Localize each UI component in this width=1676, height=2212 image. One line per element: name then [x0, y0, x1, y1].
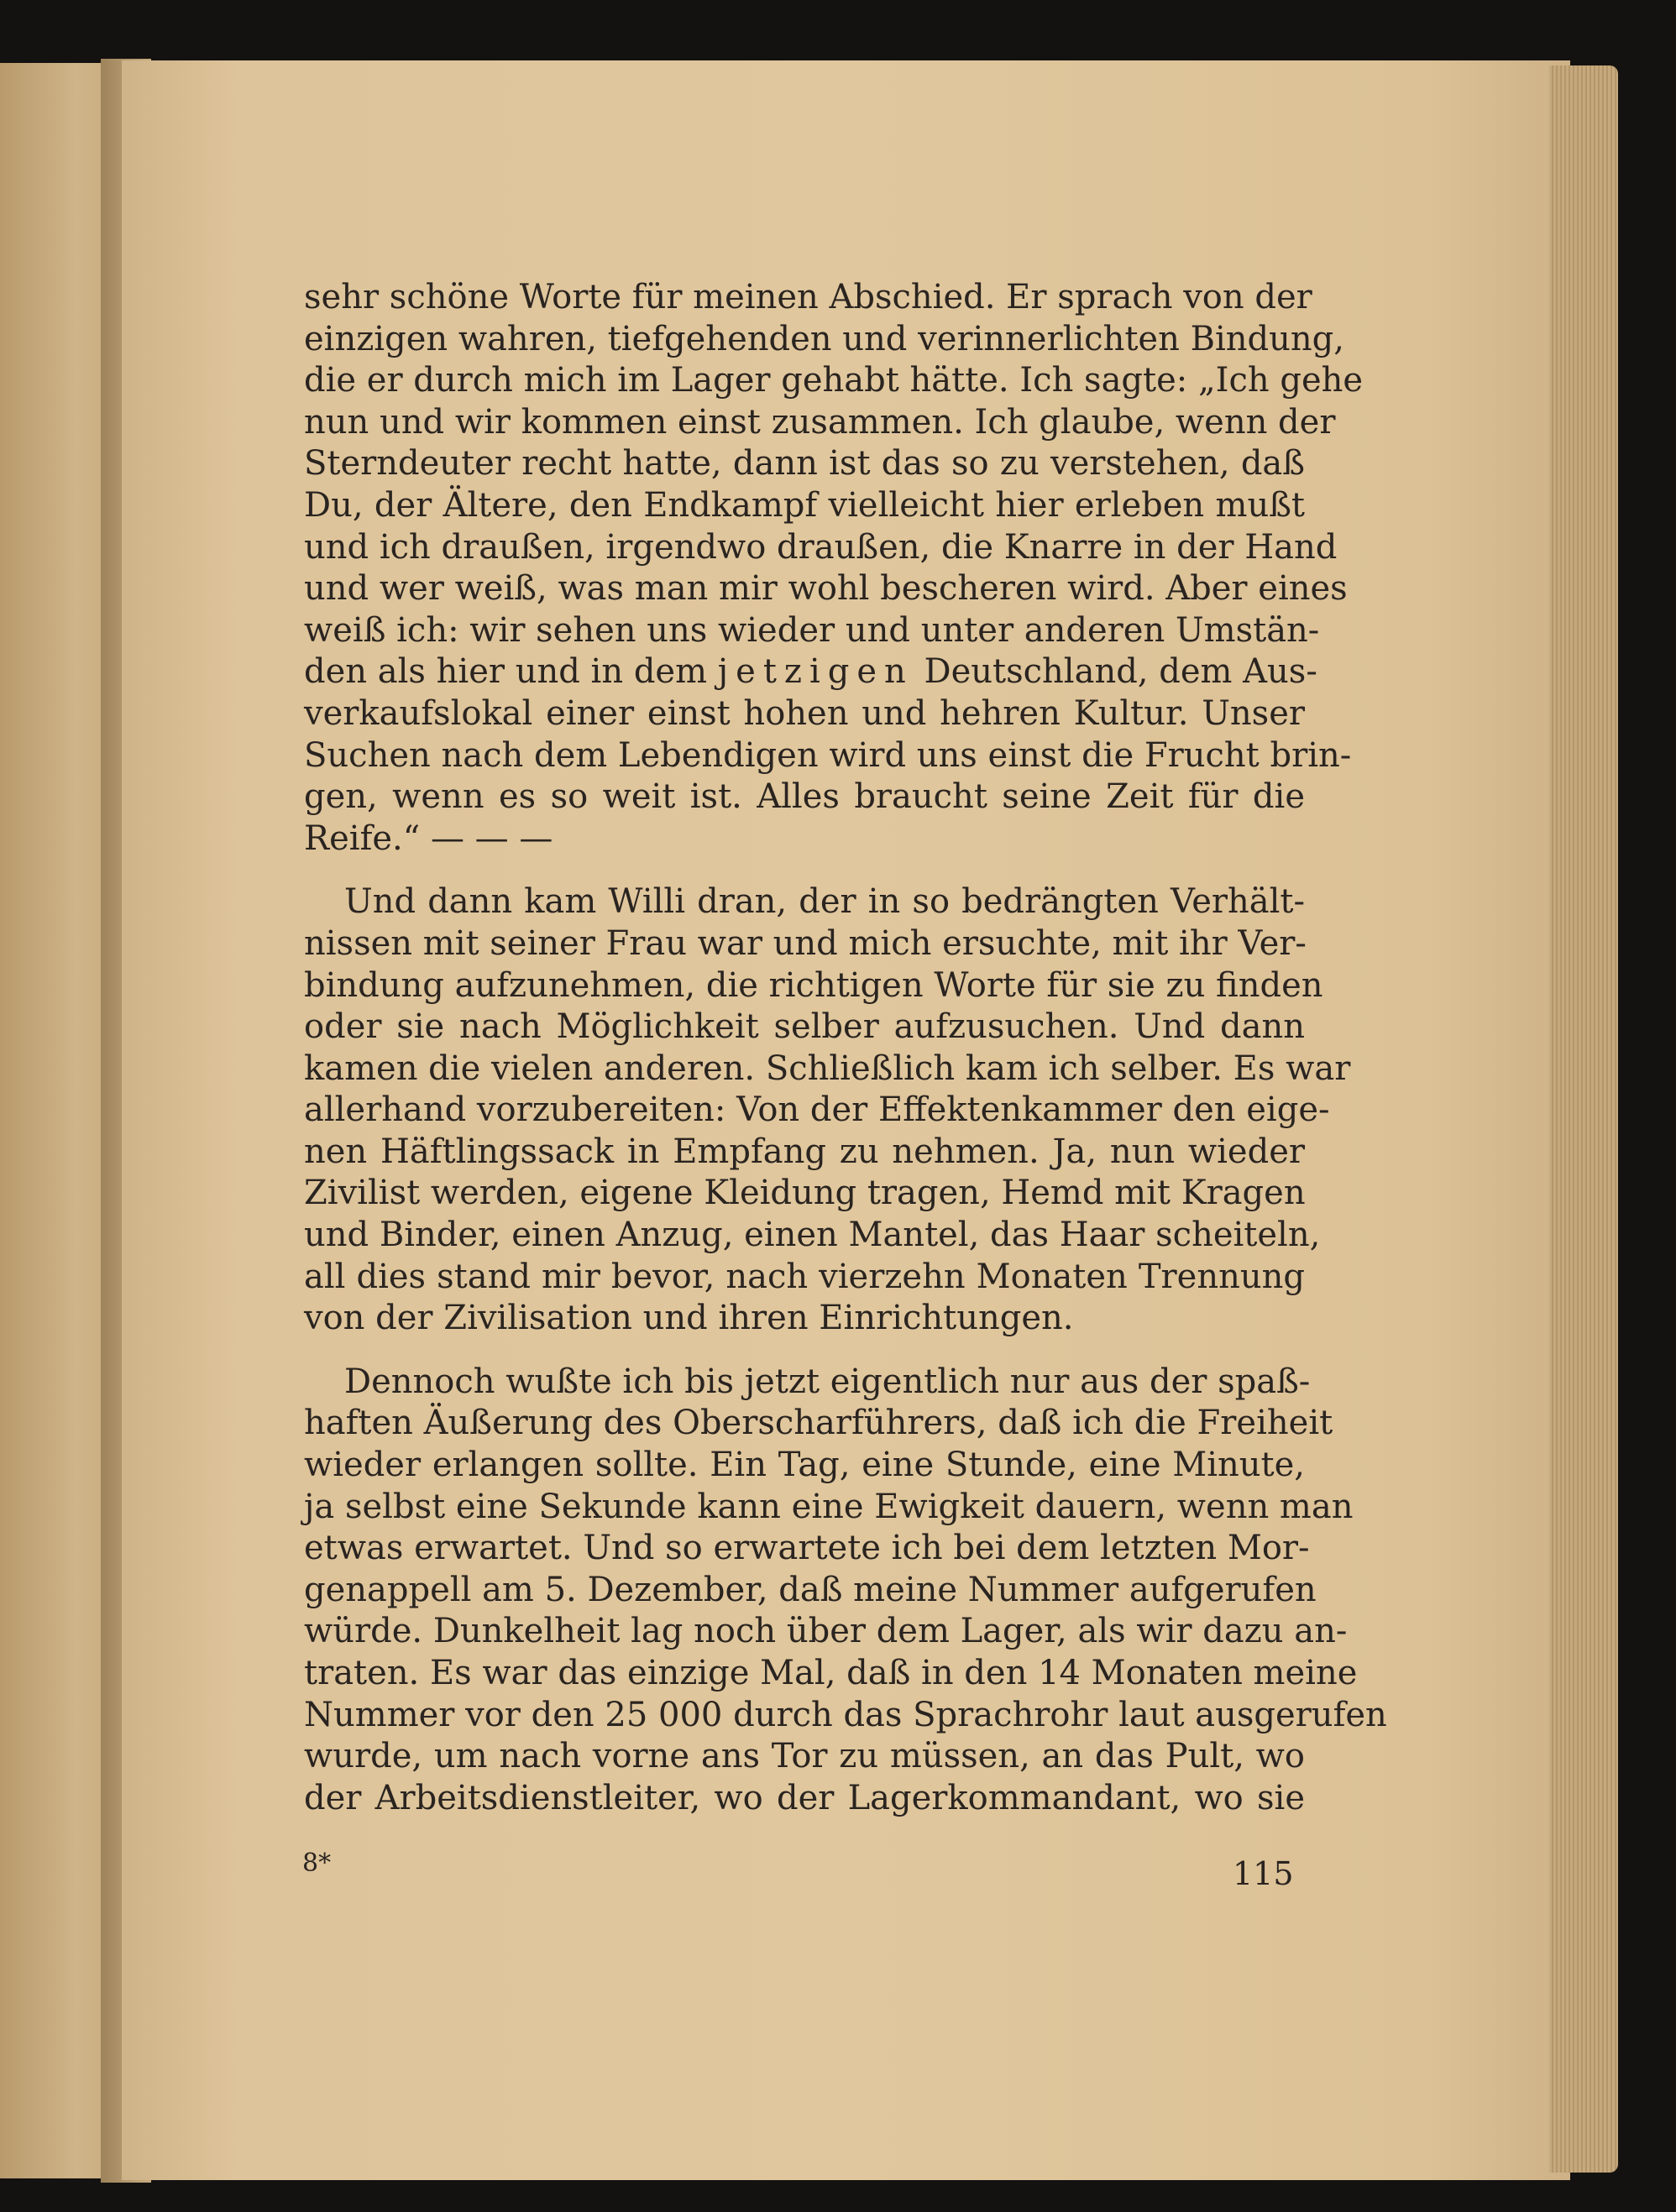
- text-line: Sterndeuter recht hatte, dann ist das so zu verstehen, daß: [304, 444, 1305, 484]
- text-line: traten. Es war das einzige Mal, daß in den 14 Monaten meine: [304, 1654, 1358, 1692]
- text-line: nen Häftlingssack in Empfang zu nehmen. Ja, nun wieder: [304, 1132, 1305, 1171]
- text-line: wieder erlangen sollte. Ein Tag, eine Stunde, eine Minute,: [304, 1446, 1305, 1485]
- signature-mark: 8*: [302, 1849, 332, 1878]
- text-line: sehr schöne Worte für meinen Abschied. Er sprach von der: [304, 278, 1312, 316]
- text-segment: Deutschland, dem Aus-: [924, 652, 1317, 692]
- text-line: nissen mit seiner Frau war und mich ersuchte, mit ihr Ver-: [304, 923, 1307, 963]
- text-line: oder sie nach Möglichkeit selber aufzusuchen. Und dann: [304, 1007, 1305, 1047]
- text-line: gen, wenn es so weit ist. Alles braucht seine Zeit für die: [304, 777, 1305, 817]
- text-line: Und dann kam Willi dran, der in so bedrängten Verhält-: [344, 882, 1305, 922]
- text-line: Suchen nach dem Lebendigen wird uns einst die Frucht brin-: [304, 735, 1352, 775]
- text-line: einzigen wahren, tiefgehenden und verinnerlichten Bindung,: [304, 319, 1344, 358]
- paragraph-gap: [304, 1340, 1305, 1362]
- text-line: und Binder, einen Anzug, einen Mantel, das Haar scheiteln,: [304, 1216, 1321, 1255]
- page-stack-edge: [1549, 65, 1618, 2173]
- paragraph-gap: [304, 860, 1305, 881]
- text-line: Nummer vor den 25 000 durch das Sprachrohr laut ausgerufen: [304, 1695, 1387, 1734]
- text-line: Du, der Ältere, den Endkampf vielleicht hier erleben mußt: [304, 485, 1305, 525]
- text-line: ja selbst eine Sekunde kann eine Ewigkeit dauern, wenn man: [304, 1487, 1354, 1526]
- text-line: haften Äußerung des Oberscharführers, daß ich die Freiheit: [304, 1404, 1333, 1443]
- page-number: 115: [1233, 1855, 1294, 1892]
- text-line: allerhand vorzubereiten: Von der Effektenkammer den eige-: [304, 1090, 1330, 1130]
- text-line: und ich draußen, irgendwo draußen, die Knarre in der Hand: [304, 527, 1338, 567]
- text-line: und wer weiß, was man mir wohl bescheren wird. Aber eines: [304, 569, 1348, 609]
- text-line: verkaufslokal einer einst hohen und hehren Kultur. Unser: [304, 693, 1305, 733]
- text-line: [304, 651, 1317, 693]
- text-line: genappell am 5. Dezember, daß meine Nummer aufgerufen: [304, 1570, 1317, 1609]
- text-line: Dennoch wußte ich bis jetzt eigentlich nur aus der spaß-: [344, 1362, 1311, 1401]
- text-line: der Arbeitsdienstleiter, wo der Lagerkommandant, wo sie: [304, 1778, 1305, 1817]
- text-line: kamen die vielen anderen. Schließlich kam ich selber. Es war: [304, 1048, 1351, 1088]
- text-line: nun und wir kommen einst zusammen. Ich glaube, wenn der: [304, 402, 1336, 442]
- text-line: etwas erwartet. Und so erwartete ich bei dem letzten Mor-: [304, 1529, 1310, 1568]
- text-line: bindung aufzunehmen, die richtigen Worte für sie zu finden: [304, 965, 1323, 1005]
- text-line: die er durch mich im Lager gehabt hätte. Ich sagte: „Ich gehe: [304, 361, 1364, 400]
- text-line: Reife.“ — — —: [304, 818, 553, 858]
- text-line: wurde, um nach vorne ans Tor zu müssen, an das Pult, wo: [304, 1737, 1305, 1776]
- emphasized-word: jetzigen: [717, 652, 914, 692]
- text-line: würde. Dunkelheit lag noch über dem Lager, als wir dazu an-: [304, 1612, 1348, 1651]
- text-line: von der Zivilisation und ihren Einrichtungen.: [304, 1299, 1074, 1338]
- body-text: [304, 277, 1387, 1819]
- text-line: Zivilist werden, eigene Kleidung tragen, Hemd mit Kragen: [304, 1174, 1306, 1213]
- text-line: weiß ich: wir sehen uns wieder und unter anderen Umstän-: [304, 610, 1320, 650]
- text-segment: den als hier und in dem: [304, 652, 708, 692]
- text-line: all dies stand mir bevor, nach vierzehn Monaten Trennung: [304, 1257, 1305, 1296]
